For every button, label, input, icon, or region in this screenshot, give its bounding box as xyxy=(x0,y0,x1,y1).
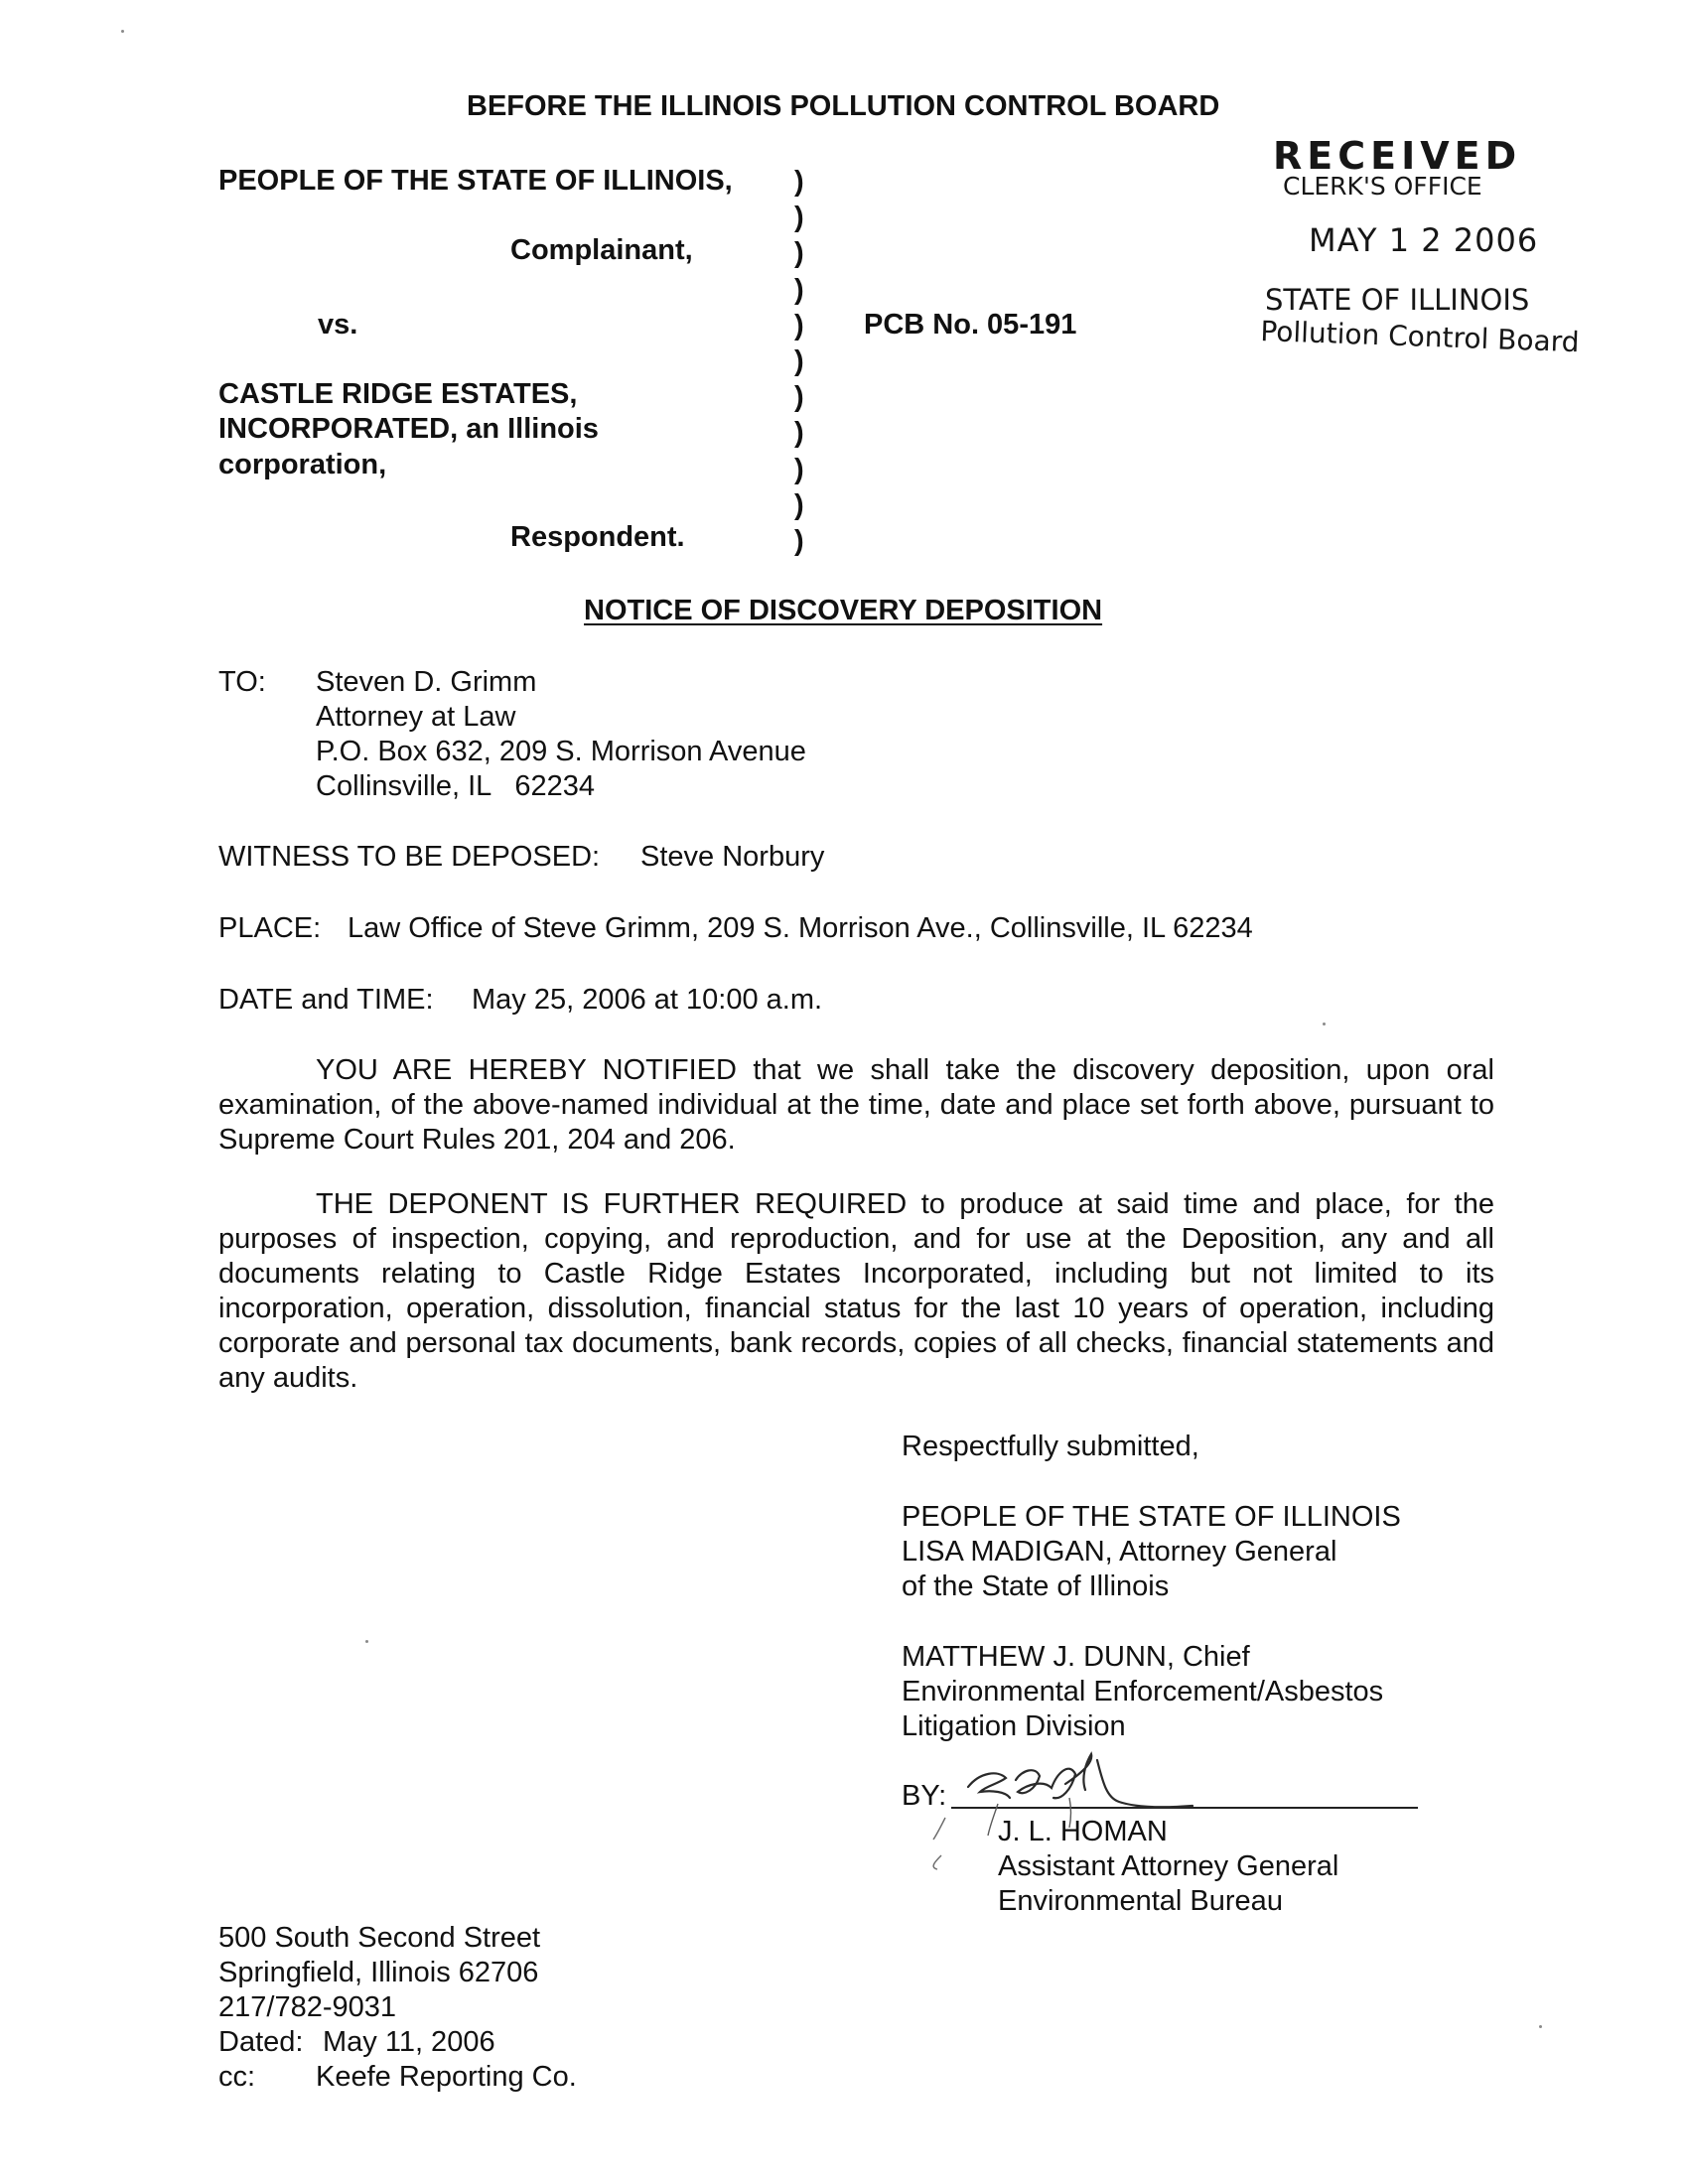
paragraph-notified: YOU ARE HEREBY NOTIFIED that we shall take the discovery deposition, upon oral examination, of the above-named individual at the time, date and place set forth above, pursuant to Supreme Court Rules 201, 204 and 206. xyxy=(218,1054,1494,1156)
cc-value: Keefe Reporting Co. xyxy=(316,2061,577,2093)
org-line-2: LISA MADIGAN, Attorney General xyxy=(902,1536,1337,1568)
to-line-3: P.O. Box 632, 209 S. Morrison Avenue xyxy=(316,736,806,767)
paragraph-required: THE DEPONENT IS FURTHER REQUIRED to produce at said time and place, for the purposes of inspection, copying, and reproduction, and for use at the Deposition, any and all documents relating to Castle Ridge Estates Incorporated, including but not limited to its incorporation, operation, dissolution, financial status for the last 10 years of operation, including corporate and personal tax documents, bank records, copies of all checks, financial statements and any audits. xyxy=(218,1188,1494,1394)
paren: ) xyxy=(794,166,804,198)
paren: ) xyxy=(794,525,804,558)
paren: ) xyxy=(794,202,804,234)
signer-name: J. L. HOMAN xyxy=(998,1816,1168,1847)
signer-title: Assistant Attorney General xyxy=(998,1850,1339,1882)
complainant-role: Complainant, xyxy=(510,234,693,266)
to-line-1: Steven D. Grimm xyxy=(316,666,537,698)
respondent-line-1: CASTLE RIDGE ESTATES, xyxy=(218,378,578,410)
chief-line-1: MATTHEW J. DUNN, Chief xyxy=(902,1641,1250,1673)
witness-value: Steve Norbury xyxy=(640,841,825,873)
scan-speck xyxy=(365,1640,368,1643)
dated-label: Dated: xyxy=(218,2026,304,2058)
org-line-3: of the State of Illinois xyxy=(902,1570,1170,1602)
place-label: PLACE: xyxy=(218,912,322,944)
complainant-name: PEOPLE OF THE STATE OF ILLINOIS, xyxy=(218,165,733,197)
paren: ) xyxy=(794,453,804,485)
stamp-clerk: CLERK'S OFFICE xyxy=(1283,172,1482,201)
paren: ) xyxy=(794,488,804,521)
caption-parentheses xyxy=(794,164,814,559)
respondent-role: Respondent. xyxy=(510,521,685,553)
paren: ) xyxy=(794,417,804,450)
paren: ) xyxy=(794,273,804,306)
scan-speck xyxy=(1539,2025,1542,2028)
stamp-board: Pollution Control Board xyxy=(1259,315,1581,359)
to-line-2: Attorney at Law xyxy=(316,701,516,733)
to-line-4: Collinsville, IL 62234 xyxy=(316,770,596,802)
scan-speck xyxy=(121,30,124,33)
paren: ) xyxy=(794,309,804,341)
stamp-state: STATE OF ILLINOIS xyxy=(1265,283,1530,317)
signer-bureau: Environmental Bureau xyxy=(998,1885,1283,1917)
signature-stroke-marks xyxy=(923,1812,983,1891)
place-value: Law Office of Steve Grimm, 209 S. Morrison Ave., Collinsville, IL 62234 xyxy=(348,912,1253,944)
paren: ) xyxy=(794,345,804,378)
closing: Respectfully submitted, xyxy=(902,1431,1199,1462)
address-line-2: Springfield, Illinois 62706 xyxy=(218,1957,539,1988)
cc-label: cc: xyxy=(218,2061,256,2093)
to-label: TO: xyxy=(218,666,266,698)
address-phone: 217/782-9031 xyxy=(218,1991,396,2023)
stamp-date: MAY 1 2 2006 xyxy=(1309,221,1539,259)
chief-line-2: Environmental Enforcement/Asbestos xyxy=(902,1676,1384,1707)
chief-line-3: Litigation Division xyxy=(902,1710,1126,1742)
stamp-received: RECEIVED xyxy=(1273,134,1522,178)
address-line-1: 500 South Second Street xyxy=(218,1922,541,1954)
received-stamp xyxy=(1261,134,1579,362)
respondent-line-3: corporation, xyxy=(218,449,387,480)
notice-title: NOTICE OF DISCOVERY DEPOSITION xyxy=(584,595,1103,626)
by-label: BY: xyxy=(902,1780,947,1812)
board-title: BEFORE THE ILLINOIS POLLUTION CONTROL BOARD xyxy=(467,90,1220,122)
org-line-1: PEOPLE OF THE STATE OF ILLINOIS xyxy=(902,1501,1401,1533)
datetime-value: May 25, 2006 at 10:00 a.m. xyxy=(472,984,823,1016)
paren: ) xyxy=(794,381,804,414)
datetime-label: DATE and TIME: xyxy=(218,984,434,1016)
witness-label: WITNESS TO BE DEPOSED: xyxy=(218,841,601,873)
paren: ) xyxy=(794,237,804,270)
case-number: PCB No. 05-191 xyxy=(864,309,1077,341)
scan-speck xyxy=(1323,1023,1326,1025)
vs-label: vs. xyxy=(318,309,358,341)
dated-value: May 11, 2006 xyxy=(323,2026,495,2058)
respondent-line-2: INCORPORATED, an Illinois xyxy=(218,413,599,445)
